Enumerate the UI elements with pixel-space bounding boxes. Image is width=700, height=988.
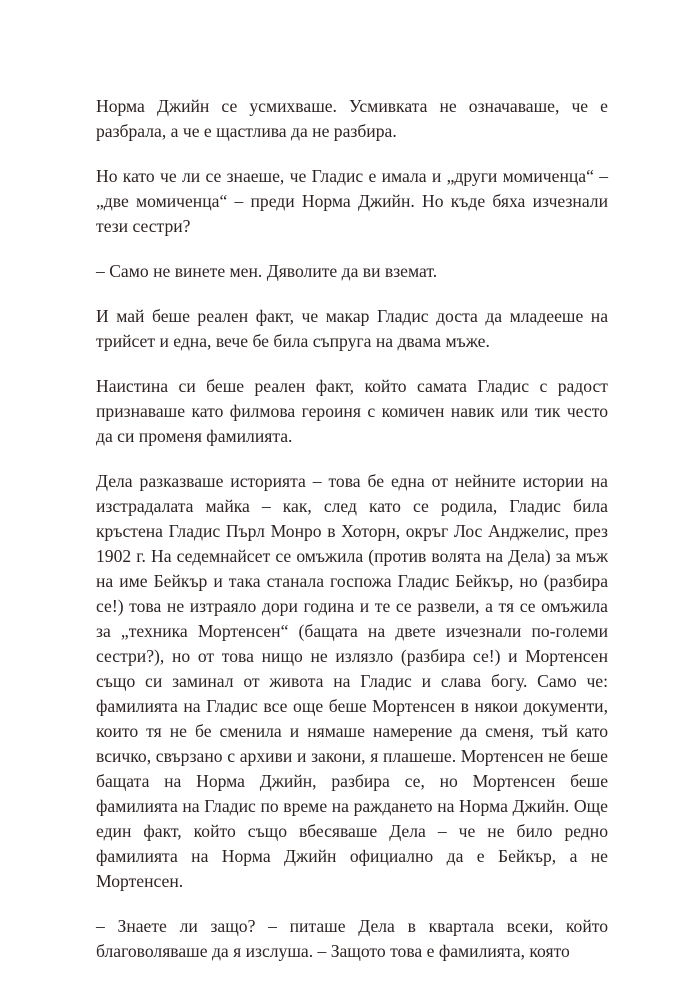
paragraph: Но като че ли се знаеше, че Гладис е имала и „други момиченца“ – „две момиченца“ – преди Норма Джийн. Но къде бяха изчезнали тези сестри? (96, 166, 608, 236)
paragraph: – Само не винете мен. Дяволите да ви вземат. (96, 261, 438, 281)
paragraph: – Знаете ли защо? – питаше Дела в квартала всеки, който благоволяваше да я изслуша. – Защото това е фамилията, която (96, 916, 608, 961)
page-text-body (96, 94, 608, 964)
paragraph: Наистина си беше реален факт, който самата Гладис с радост признаваше като филмова героиня с комичен навик или тик често да си променя фамилията. (96, 376, 608, 446)
paragraph: Норма Джийн се усмихваше. Усмивката не означаваше, че е разбрала, а че е щастлива да не разбира. (96, 96, 608, 141)
paragraph: И май беше реален факт, че макар Гладис доста да младееше на трийсет и една, вече бе била съпруга на двама мъже. (96, 306, 608, 351)
paragraph: Дела разказваше историята – това бе една от нейните истории на изстрадалата майка – как, след като се родила, Гладис била кръстена Гладис Пърл Монро в Хоторн, окръг Лос Анджелис, през 1902 г. На седемнайсет се омъжила (против волята на Дела) за мъж на име Бейкър и така станала госпожа Гладис Бейкър, но (разбира се!) това не изтраяло дори година и те се развели, а тя се омъжила за „техника Мортенсен“ (бащата на двете изчезнали по-големи сестри?), но от това нищо не излязло (разбира се!) и Мортенсен също си заминал от живота на Гладис и слава богу. Само че: фамилията на Гладис все още беше Мортенсен в някои документи, които тя не бе сменила и нямаше намерение да сменя, тъй като всичко, свързано с архиви и закони, я плашеше. Мортенсен не беше бащата на Норма Джийн, разбира се, но Мортенсен беше фамилията на Гладис по време на раждането на Норма Джийн. Още един факт, който също вбесяваше Дела – че не било редно фамилията на Норма Джийн официално да е Бейкър, а не Мортенсен. (96, 471, 608, 891)
